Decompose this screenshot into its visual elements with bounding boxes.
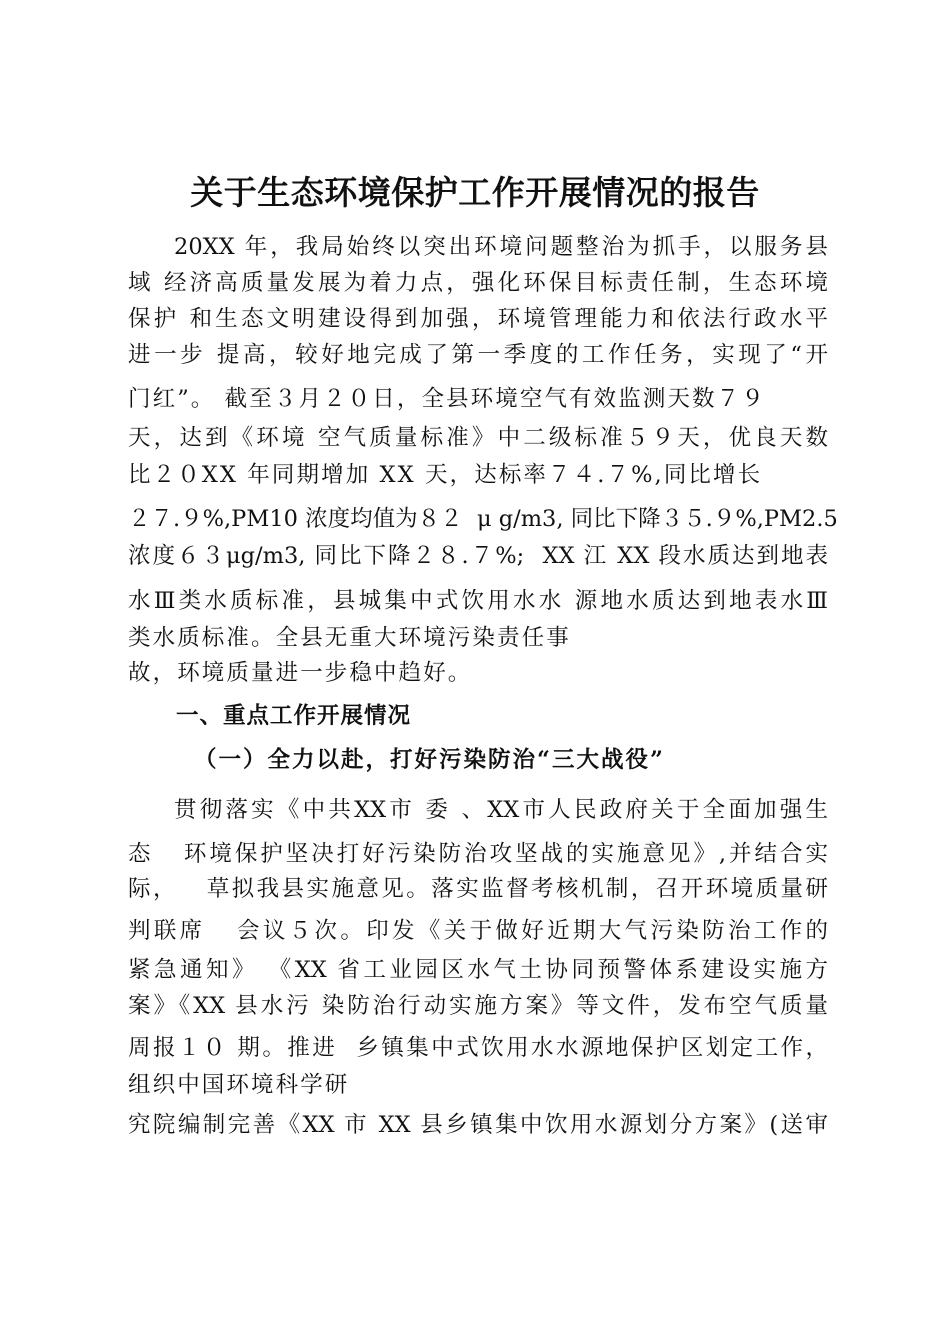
paragraph-line: 案》《XX 县水污 染防治行动实施方案》等文件，发布空气质量 — [128, 993, 828, 1019]
paragraph-line: 水Ⅲ类水质标准，县城集中式饮用水水 源地水质达到地表水Ⅲ — [128, 588, 828, 614]
paragraph-line: 究院编制完善《XX 市 XX 县乡镇集中饮用水源划分方案》(送审 — [128, 1112, 828, 1138]
paragraph-line: 故，环境质量进一步稳中趋好。 — [128, 660, 473, 686]
paragraph-line: 紧急通知》 《XX 省工业园区水气土协同预警体系建设实施方 — [128, 957, 828, 983]
paragraph-line: 判联席 会议５次。印发《关于做好近期大气污染防治工作的 — [128, 918, 828, 944]
paragraph-line: 20XX 年，我局始终以突出环境问题整治为抓手，以服务县 — [174, 234, 828, 260]
paragraph-line: 门红”。 截至３月２０日，全县环境空气有效监测天数７９ — [128, 386, 766, 412]
paragraph-line: 类水质标准。全县无重大环境污染责任事 — [128, 625, 571, 651]
paragraph-line: 比２０XX 年同期增加 XX 天，达标率７４.７%,同比增长 — [128, 462, 763, 488]
paragraph-line: 态 环境保护坚决打好污染防治攻坚战的实施意见》,并结合实 — [128, 841, 828, 867]
paragraph-line: 进一步 提高，较好地完成了第一季度的工作任务，实现了“开 — [128, 342, 828, 368]
section-heading: 一、重点工作开展情况 — [176, 703, 412, 729]
paragraph-line: 天，达到《环境 空气质量标准》中二级标准５９天，优良天数 — [128, 425, 828, 451]
paragraph-line: 组织中国环境科学研 — [128, 1072, 350, 1098]
paragraph-line: 域 经济高质量发展为着力点，强化环保目标责任制，生态环境 — [128, 270, 828, 296]
document-title: 关于生态环境保护工作开展情况的报告 — [190, 173, 760, 212]
paragraph-line: 周报１０ 期。推进 乡镇集中式饮用水水源地保护区划定工作， — [128, 1035, 828, 1061]
paragraph-line: 际， 草拟我县实施意见。落实监督考核机制，召开环境质量研 — [128, 876, 828, 902]
subsection-heading: （一）全力以赴，打好污染防治“三大战役” — [194, 747, 665, 773]
paragraph-line: 保护 和生态文明建设得到加强，环境管理能力和依法行政水平 — [128, 306, 828, 332]
paragraph-line: ２７.９%,PM10 浓度均值为８２ μ g/m3, 同比下降３５.９%,PM2.5 — [128, 506, 838, 532]
paragraph-line: 浓度６３μg/m3, 同比下降２８.７%; XX 江 XX 段水质达到地表 — [128, 543, 828, 569]
paragraph-line: 贯彻落实《中共XX市 委 、XX市人民政府关于全面加强生 — [174, 797, 828, 823]
